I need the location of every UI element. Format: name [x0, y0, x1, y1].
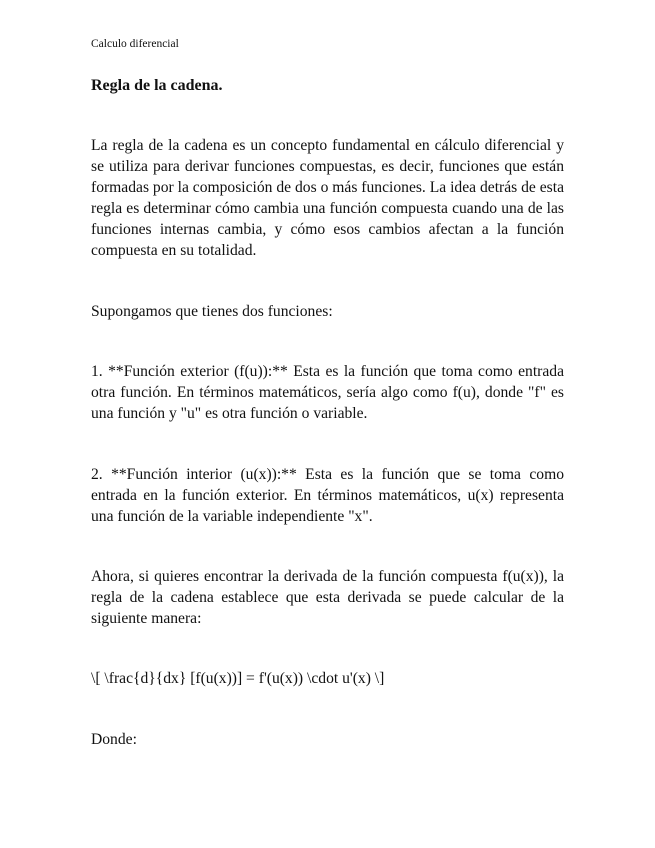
outer-function-item: 1. **Función exterior (f(u)):** Esta es la función que toma como entrada otra función. En términos matemáticos, sería algo como f(u), donde "f" es una función y "u" es otra función o variable.	[91, 363, 564, 422]
intro-paragraph: La regla de la cadena es un concepto fundamental en cálculo diferencial y se utiliza para derivar funciones compuestas, es decir, funciones que están formadas por la composición de dos o más funciones. La idea detrás de esta regla es determinar cómo cambia una función compuesta cuando una de las funciones internas cambia, y cómo esos cambios afectan a la función compuesta en su totalidad.	[91, 137, 564, 259]
running-header: Calculo diferencial	[91, 38, 179, 50]
document-title: Regla de la cadena.	[91, 77, 223, 94]
derivative-intro-paragraph: Ahora, si quieres encontrar la derivada de la función compuesta f(u(x)), la regla de la cadena establece que esta derivada se puede calcular de la siguiente manera:	[91, 568, 564, 627]
chain-rule-formula: \[ \frac{d}{dx} [f(u(x))] = f'(u(x)) \cdot u'(x) \]	[91, 670, 385, 687]
where-label: Donde:	[91, 731, 137, 748]
two-functions-paragraph: Supongamos que tienes dos funciones:	[91, 303, 333, 320]
inner-function-item: 2. **Función interior (u(x)):** Esta es la función que se toma como entrada en la función exterior. En términos matemáticos, u(x) representa una función de la variable independiente "x".	[91, 466, 564, 525]
